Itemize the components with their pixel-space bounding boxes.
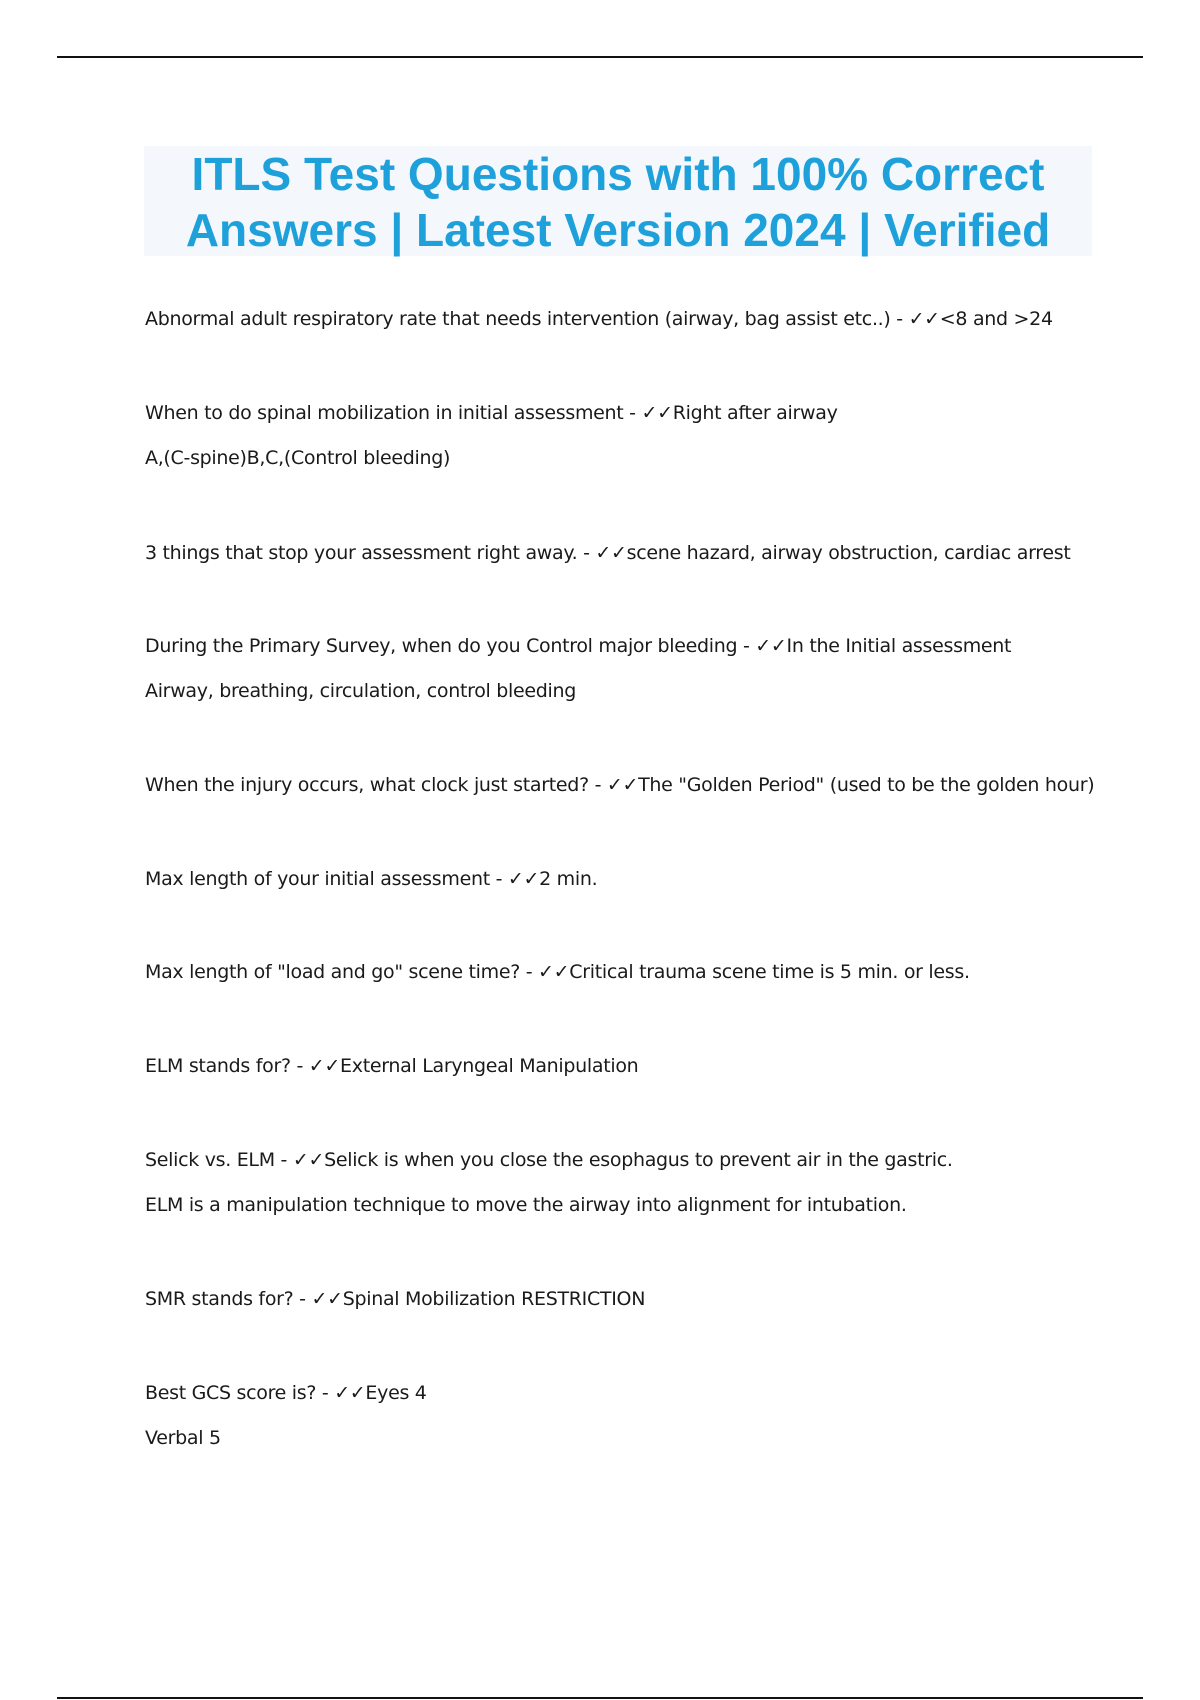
qa-continuation: Airway, breathing, circulation, control bleeding <box>145 680 576 702</box>
qa-question: Max length of "load and go" scene time? - ✓✓Critical trauma scene time is 5 min. or less. <box>145 961 970 983</box>
qa-question: When the injury occurs, what clock just started? - ✓✓The "Golden Period" (used to be the golden hour) <box>145 774 1095 796</box>
qa-item-3 <box>145 541 1145 565</box>
top-rule <box>57 56 1143 58</box>
qa-question: During the Primary Survey, when do you Control major bleeding - ✓✓In the Initial assessment <box>145 635 1012 657</box>
title-banner <box>144 146 1092 256</box>
title-line-2: Answers | Latest Version 2024 | Verified <box>185 204 1051 256</box>
qa-item-8 <box>145 1054 1145 1078</box>
qa-item-4 <box>145 634 1145 702</box>
qa-continuation: Verbal 5 <box>145 1427 221 1449</box>
qa-question: Selick vs. ELM - ✓✓Selick is when you close the esophagus to prevent air in the gastric. <box>145 1149 953 1171</box>
qa-continuation: A,(C-spine)B,C,(Control bleeding) <box>145 447 451 469</box>
qa-question: When to do spinal mobilization in initial assessment - ✓✓Right after airway <box>145 402 838 424</box>
qa-question: SMR stands for? - ✓✓Spinal Mobilization RESTRICTION <box>145 1288 646 1310</box>
qa-item-5 <box>145 773 1145 797</box>
qa-question: ELM stands for? - ✓✓External Laryngeal Manipulation <box>145 1055 639 1077</box>
qa-continuation: ELM is a manipulation technique to move the airway into alignment for intubation. <box>145 1194 907 1216</box>
qa-item-7 <box>145 960 1145 984</box>
qa-item-6 <box>145 867 1145 891</box>
bottom-rule <box>57 1697 1143 1699</box>
qa-item-10 <box>145 1287 1145 1311</box>
qa-question: Abnormal adult respiratory rate that needs intervention (airway, bag assist etc..) - ✓✓<8 and >24 <box>145 308 1053 330</box>
qa-item-1 <box>145 307 1145 331</box>
qa-item-9 <box>145 1148 1145 1216</box>
qa-item-11 <box>145 1381 1145 1449</box>
title-line-1: ITLS Test Questions with 100% Correct <box>191 148 1045 200</box>
qa-question: Best GCS score is? - ✓✓Eyes 4 <box>145 1382 427 1404</box>
qa-item-2 <box>145 401 1145 469</box>
document-title <box>144 146 1092 258</box>
qa-question: 3 things that stop your assessment right away. - ✓✓scene hazard, airway obstruction, cardiac arrest <box>145 542 1071 564</box>
qa-question: Max length of your initial assessment - ✓✓2 min. <box>145 868 598 890</box>
